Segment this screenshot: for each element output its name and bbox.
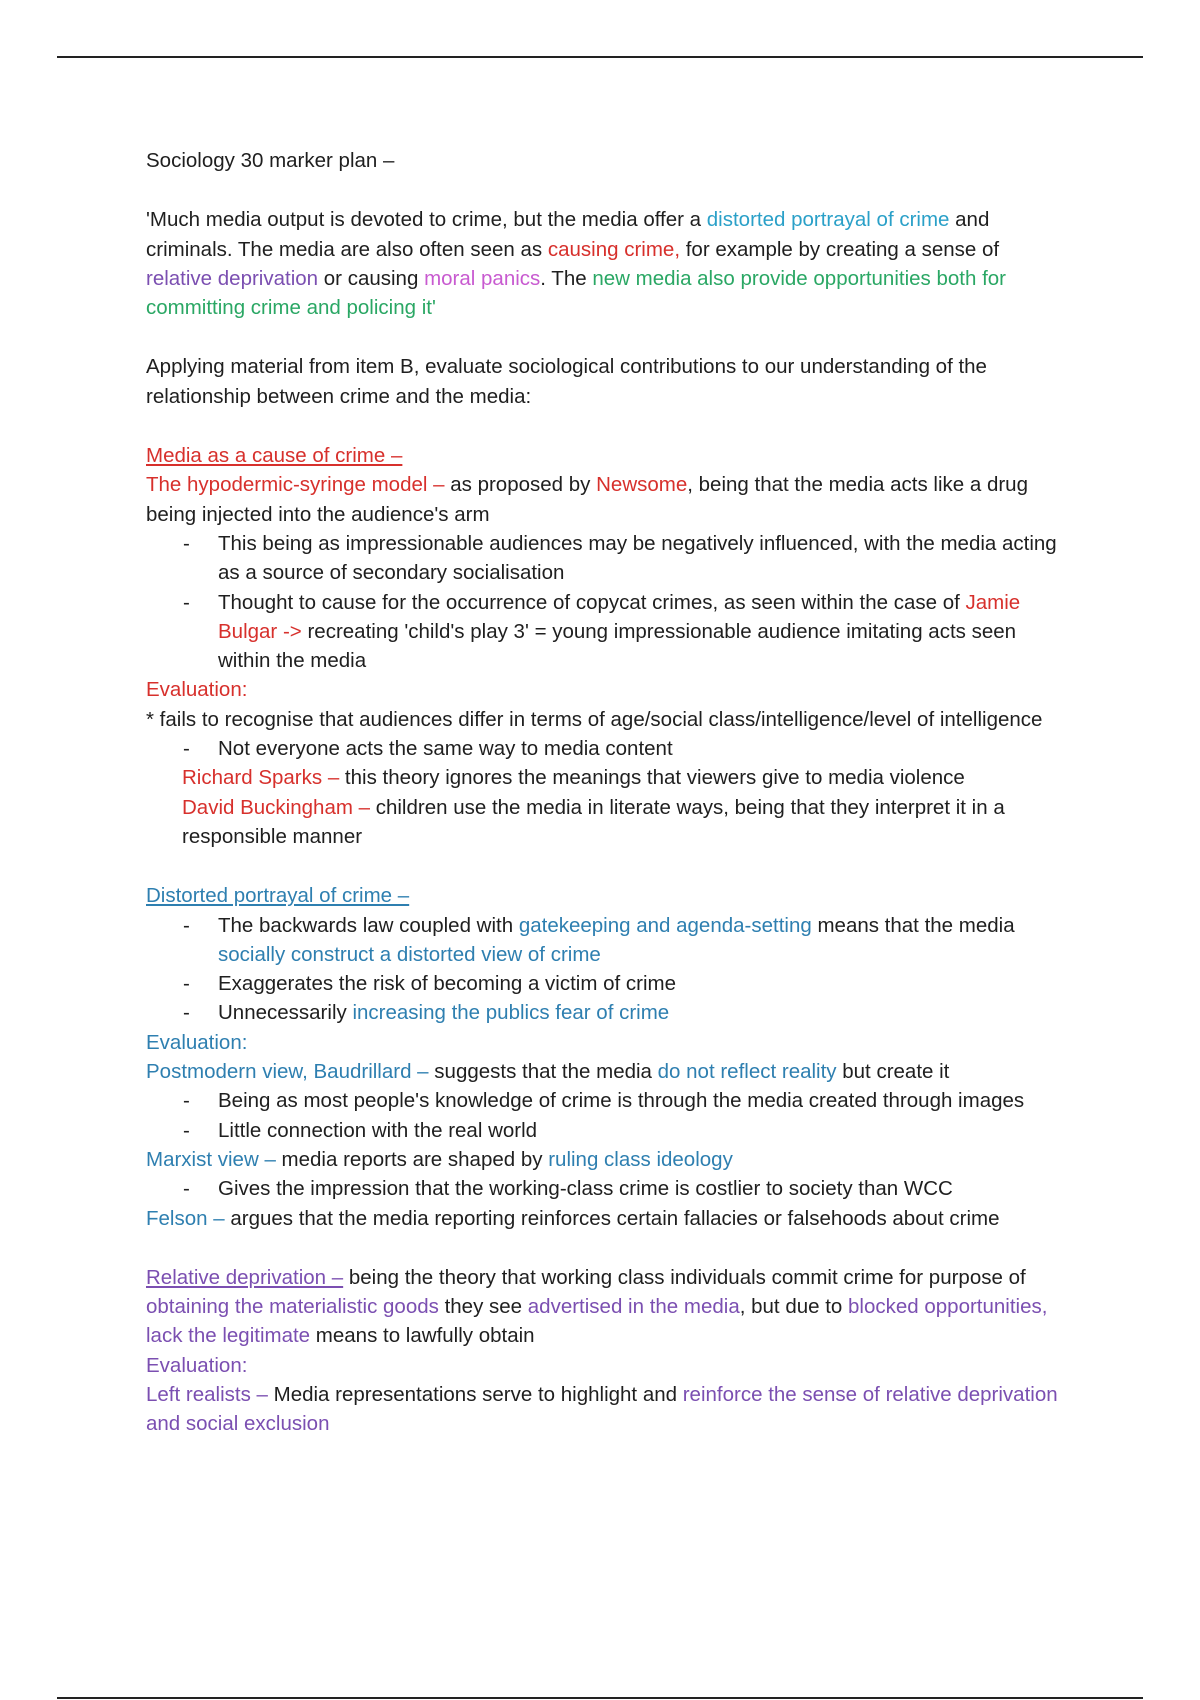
backwards-text-2: means that the media [811, 913, 1015, 937]
hypodermic-text-1: as proposed by [444, 473, 597, 497]
left-realists-point [146, 1380, 1066, 1439]
postmodern-point [146, 1057, 1066, 1086]
marxist-name: Marxist view – [146, 1147, 276, 1171]
postmodern-name: Postmodern view, Baudrillard – [146, 1060, 429, 1084]
rd-text-1: being the theory that working class individuals commit crime for purpose of [343, 1265, 1026, 1289]
relative-deprivation-paragraph [146, 1263, 1066, 1351]
construct-highlight: socially construct a distorted view of crime [218, 942, 601, 966]
rd-highlight-advertised: advertised in the media [527, 1295, 740, 1319]
felson-text: argues that the media reporting reinforces certain fallacies or falsehoods about crime [224, 1206, 1000, 1230]
list-item: - Gives the impression that the working-class crime is costlier to society than WCC [146, 1174, 1066, 1203]
page-title: Sociology 30 marker plan – [146, 149, 395, 172]
list-item: - Being as most people's knowledge of crime is through the media created through images [146, 1086, 1066, 1115]
quote-text-3: for example by creating a sense of [680, 237, 1000, 261]
list-item [146, 588, 1066, 676]
section-heading-cause: Media as a cause of crime – [146, 444, 403, 468]
left-realists-text: Media representations serve to highlight and [267, 1382, 683, 1406]
evaluation-label: Evaluation: [146, 678, 248, 702]
rd-text-2: they see [438, 1295, 528, 1319]
gatekeeping-highlight: gatekeeping and agenda-setting [518, 913, 812, 937]
list-item [146, 998, 1066, 1027]
sparks-point [146, 763, 1066, 792]
item-b-quote [146, 205, 1066, 322]
question-text: Applying material from item B, evaluate sociological contributions to our understanding of the relationship between crime and the media: [146, 355, 987, 408]
postmodern-text-1: suggests that the media [428, 1060, 658, 1084]
eval-point: * fails to recognise that audiences differ in terms of age/social class/intelligence/level of intelligence [146, 707, 1043, 731]
felson-name: Felson – [146, 1206, 225, 1230]
buckingham-point [146, 793, 1066, 852]
rd-text-4: means to lawfully obtain [310, 1324, 535, 1348]
quote-text-2: and criminals. The media are also often seen as [146, 208, 990, 261]
section-heading-relative: Relative deprivation – [146, 1265, 344, 1289]
section-heading-distorted: Distorted portrayal of crime – [146, 884, 410, 908]
hypodermic-label: The hypodermic-syringe model – [146, 473, 445, 497]
hypodermic-text-2: , being that the media acts like a drug being injected into the audience's arm [146, 473, 1028, 526]
rd-highlight-blocked: blocked opportunities, lack the legitimate [146, 1295, 1048, 1348]
list-item: - Little connection with the real world [146, 1116, 1066, 1145]
sparks-name: Richard Sparks – [182, 766, 340, 790]
fear-highlight: increasing the publics fear of crime [352, 1001, 670, 1025]
quote-highlight-causing: causing crime, [547, 237, 681, 261]
felson-point [146, 1204, 1066, 1233]
evaluation-label: Evaluation: [146, 1030, 248, 1054]
backwards-text-1: The backwards law coupled with [218, 913, 519, 937]
rd-highlight-goods: obtaining the materialistic goods [146, 1295, 439, 1319]
buckingham-name: David Buckingham – [182, 795, 371, 819]
sparks-text: this theory ignores the meanings that viewers give to media violence [339, 766, 965, 790]
jamie-bulgar: Jamie Bulgar -> [218, 590, 1021, 643]
document-body [146, 146, 1066, 1439]
quote-highlight-moral: moral panics [424, 266, 541, 290]
left-realists-name: Left realists – [146, 1382, 268, 1406]
ideology-highlight: ruling class ideology [548, 1147, 733, 1171]
quote-highlight-distorted: distorted portrayal of crime [706, 208, 950, 232]
quote-highlight-relative: relative deprivation [146, 266, 319, 290]
bottom-rule [57, 1697, 1143, 1699]
quote-highlight-new-media: new media also provide opportunities both for committing crime and policing it' [146, 266, 1006, 320]
fear-text-1: Unnecessarily [218, 1001, 353, 1025]
quote-text-5: . The [540, 266, 593, 290]
evaluation-label: Evaluation: [146, 1353, 248, 1377]
quote-text-4: or causing [318, 266, 425, 290]
quote-text-1: 'Much media output is devoted to crime, but the media offer a [146, 208, 707, 232]
newsome-name: Newsome [596, 473, 688, 497]
list-item: - Not everyone acts the same way to media content [146, 734, 1066, 763]
copycat-text-2: recreating 'child's play 3' = young impressionable audience imitating acts seen within the media [218, 619, 1017, 673]
list-item [146, 911, 1066, 970]
reality-highlight: do not reflect reality [657, 1060, 837, 1084]
rd-text-3: , but due to [739, 1295, 849, 1319]
marxist-point [146, 1145, 1066, 1174]
list-item: - Exaggerates the risk of becoming a victim of crime [146, 969, 1066, 998]
buckingham-text: children use the media in literate ways, being that they interpret it in a responsible manner [182, 795, 1005, 848]
copycat-text-1: Thought to cause for the occurrence of copycat crimes, as seen within the case of [218, 590, 966, 614]
left-realists-highlight: reinforce the sense of relative deprivation and social exclusion [146, 1382, 1058, 1436]
postmodern-text-2: but create it [836, 1060, 950, 1084]
list-item: - This being as impressionable audiences may be negatively influenced, with the media acting as a source of secondary socialisation [146, 529, 1066, 588]
top-rule [57, 56, 1143, 58]
marxist-text-1: media reports are shaped by [275, 1147, 549, 1171]
hypodermic-paragraph [146, 470, 1066, 529]
